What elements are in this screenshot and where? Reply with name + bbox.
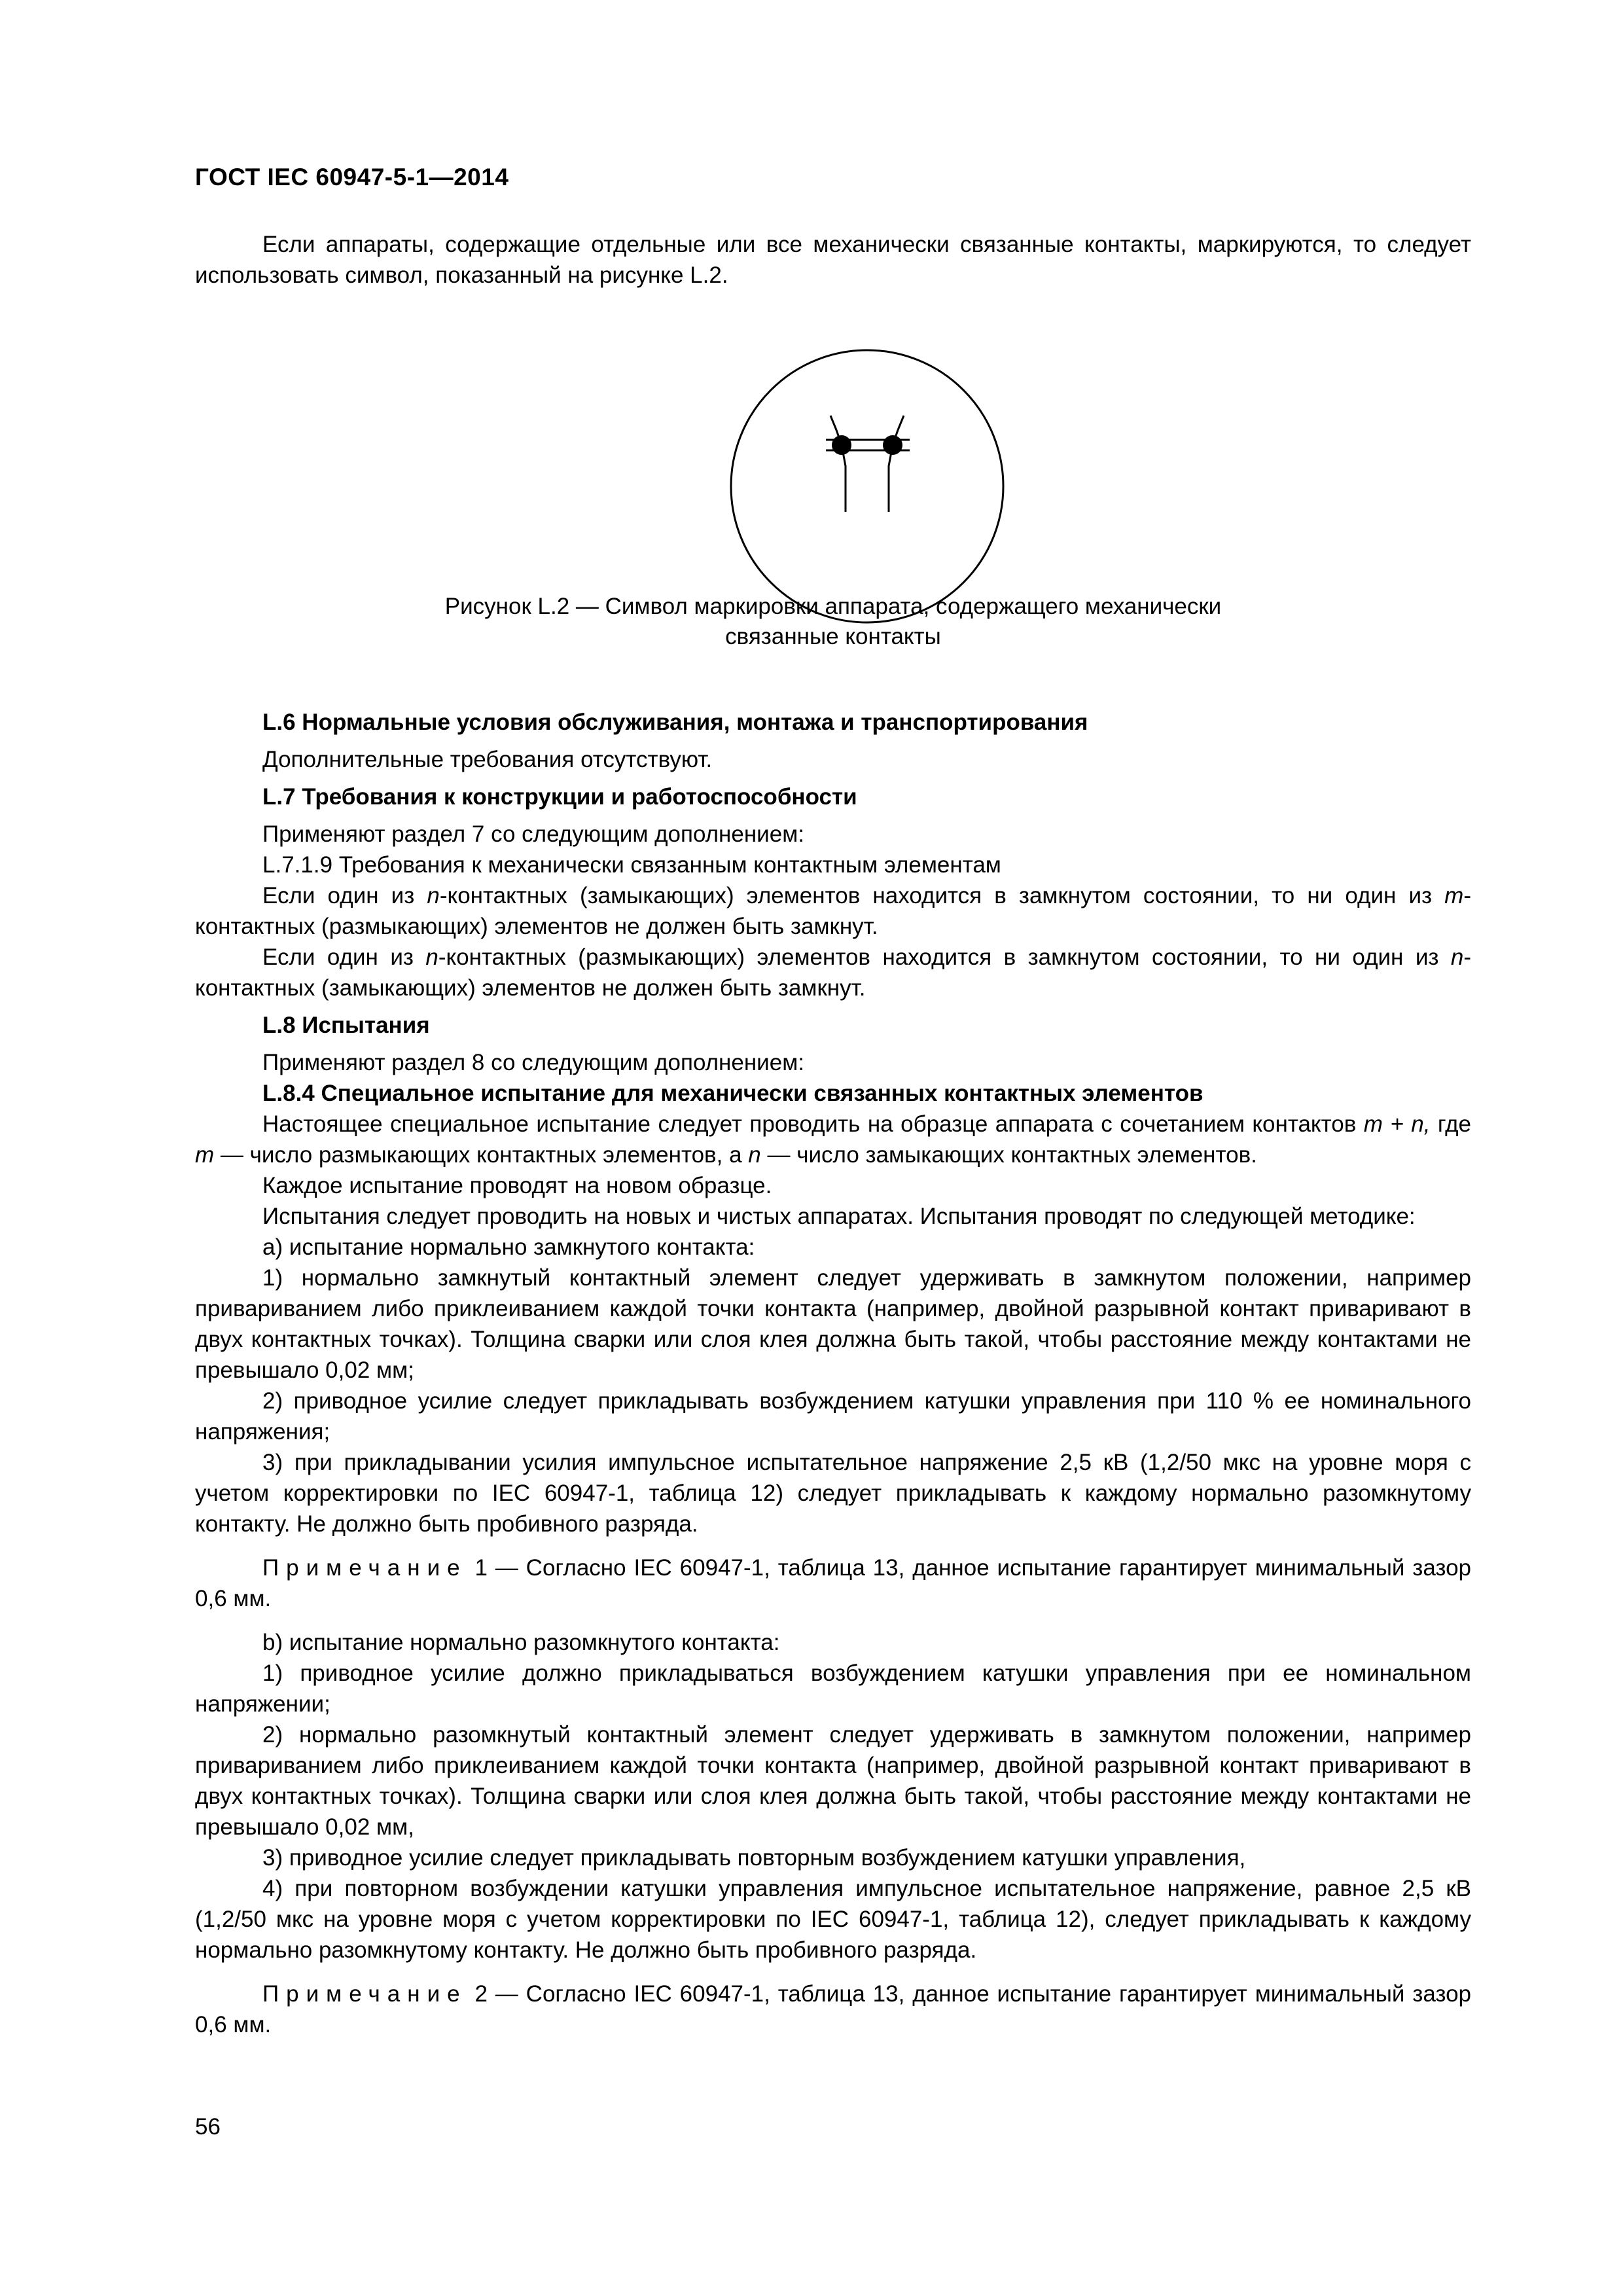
subsection-title: L.7.1.9 Требования к механически связанным контактным элементам: [262, 852, 1001, 878]
paragraph: Настоящее специальное испытание следует проводить на образце аппарата с сочетанием контактов m + n, где m — число размыкающих контактных элементов, а n — число замыкающих контактных элементов.: [195, 1111, 1471, 1168]
list-item: 1) приводное усилие должно прикладываться возбуждением катушки управления при ее номинальном напряжении;: [195, 1660, 1471, 1717]
note-1: Примечание 1 — Согласно IEC 60947-1, таблица 13, данное испытание гарантирует минимальный зазор 0,6 мм.: [195, 1555, 1471, 1611]
list-title-b: b) испытание нормально разомкнутого контакта:: [262, 1630, 780, 1655]
note-2: Примечание 2 — Согласно IEC 60947-1, таблица 13, данное испытание гарантирует минимальный зазор 0,6 мм.: [195, 1981, 1471, 2037]
list-title-a: a) испытание нормально замкнутого контакта:: [262, 1234, 755, 1260]
symbol-circle: [731, 350, 1003, 622]
document-header: ГОСТ IEC 60947-5-1—2014: [195, 164, 509, 190]
section-heading-l7: L.7 Требования к конструкции и работоспособности: [262, 784, 857, 810]
intro-paragraph: Если аппараты, содержащие отдельные или все механически связанные контакты, маркируются, то следует использовать символ, показанный на рисунке L.2.: [195, 232, 1471, 288]
intro-block: [195, 229, 1471, 291]
list-item: 3) при прикладывании усилия импульсное испытательное напряжение 2,5 кВ (1,2/50 мкс на уровне моря с учетом корректировки по IEC 60947-1, таблица 12) следует прикладывать к каждому нормально разомкнутому контакту. Не должно быть пробивного разряда.: [195, 1450, 1471, 1537]
paragraph: Если один из n-контактных (замыкающих) элементов находится в замкнутом состоянии, то ни один из m-контактных (размыкающих) элементов не должен быть замкнут.: [195, 883, 1471, 939]
page-number: 56: [195, 2114, 221, 2140]
list-item: 3) приводное усилие следует прикладывать повторным возбуждением катушки управления,: [262, 1845, 1246, 1871]
section-heading-l6: L.6 Нормальные условия обслуживания, монтажа и транспортирования: [262, 709, 1088, 735]
section-heading-l8: L.8 Испытания: [262, 1013, 430, 1038]
mechanically-linked-contacts-symbol: [728, 347, 1007, 626]
right-contact-tip: [898, 416, 904, 430]
left-contact-tip: [830, 416, 836, 430]
figure-caption: Рисунок L.2 — Символ маркировки аппарата, содержащего механически связанные контакты: [444, 594, 1222, 649]
subsection-heading-l8-4: L.8.4 Специальное испытание для механически связанных контактных элементов: [262, 1081, 1204, 1106]
paragraph: Применяют раздел 7 со следующим дополнением:: [262, 821, 804, 847]
paragraph: Испытания следует проводить на новых и чистых аппаратах. Испытания проводят по следующей методике:: [262, 1204, 1416, 1229]
paragraph: Каждое испытание проводят на новом образце.: [262, 1173, 772, 1198]
list-item: 2) нормально разомкнутый контактный элемент следует удерживать в замкнутом положении, например привариванием либо приклеиванием каждой точки контакта (например, двойной разрывной контакт приваривают в двух контактных точках). Толщина сварки или слоя клея должна быть такой, чтобы расстояние между контактами не превышало 0,02 мм,: [195, 1722, 1471, 1840]
paragraph: Если один из n-контактных (размыкающих) элементов находится в замкнутом состоянии, то ни один из n-контактных (замыкающих) элементов не должен быть замкнут.: [195, 944, 1472, 1001]
list-item: 2) приводное усилие следует прикладывать возбуждением катушки управления при 110 % ее номинального напряжения;: [195, 1388, 1471, 1444]
main-body: [195, 707, 1471, 2040]
paragraph: Применяют раздел 8 со следующим дополнением:: [262, 1050, 804, 1075]
paragraph: Дополнительные требования отсутствуют.: [262, 747, 713, 772]
list-item: 4) при повторном возбуждении катушки управления импульсное испытательное напряжение, равное 2,5 кВ (1,2/50 мкс на уровне моря с учетом корректировки по IEC 60947-1, таблица 12), следует прикладывать к каждому нормально разомкнутому контакту. Не должно быть пробивного разряда.: [195, 1876, 1471, 1963]
list-item: 1) нормально замкнутый контактный элемент следует удерживать в замкнутом положении, например привариванием либо приклеиванием каждой точки контакта (например, двойной разрывной контакт приваривают в двух контактных точках). Толщина сварки или слоя клея должна быть такой, чтобы расстояние между контактами не превышало 0,02 мм;: [195, 1265, 1471, 1383]
